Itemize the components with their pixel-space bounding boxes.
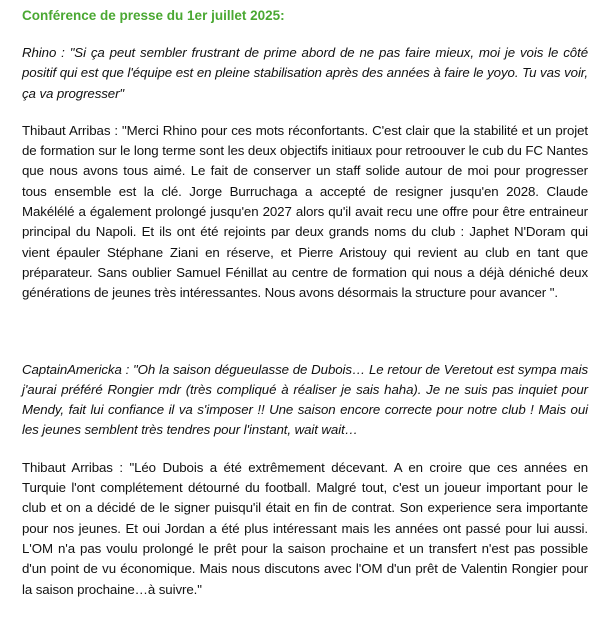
section-spacer xyxy=(22,304,588,360)
document-page xyxy=(22,6,588,600)
paragraph-spacer xyxy=(22,441,588,458)
reply-thibaut-arribas-2: Thibaut Arribas : "Léo Dubois a été extrêmement décevant. A en croire que ces années en Turquie l'ont complétement détourné du football. Malgré tout, c'est un joueur important pour le club et on a décidé de le signer puisqu'il était en fin de contrat. Son experience sera importante pour nos jeunes. Et oui Jordan a été plus intéressant mais les années ont passé pour lui aussi. L'OM n'a pas voulu prolongé le prêt pour la saison prochaine et un transfert n'est pas possible d'un point de vu économique. Mais nous discutons avec l'OM d'un prêt de Valentin Rongier pour la saison prochaine…à suivre." xyxy=(22,459,588,597)
reply-thibaut-arribas-1: Thibaut Arribas : "Merci Rhino pour ces mots réconfortants. C'est clair que la stabilité et un projet de formation sur le long terme sont les deux objectifs initiaux pour retroouver le cub du FC Nantes que nous avons tous aimé. Le fait de conserver un staff solide autour de moi pour progresser tous ensemble est la clé. Jorge Burruchaga a accepté de resigner jusqu'en 2028. Claude Makélélé a également prolongé jusqu'en 2027 alors qu'il avait recu une offre pour être entraineur principal du Napoli. Et ils ont été rejoints par deux grands noms du club : Japhet N'Doram qui vient épauler Stéphane Ziani en réserve, et Pierre Aristouy qui revient au club en tant que préparateur. Sans oublier Samuel Fénillat au centre de formation qui nous a déjà déniché deux générations de jeunes très intéressantes. Nous avons désormais la structure pour avancer ". xyxy=(22,122,588,301)
press-conference-heading: Conférence de presse du 1er juillet 2025: xyxy=(22,8,285,23)
comment-rhino: Rhino : "Si ça peut sembler frustrant de prime abord de ne pas faire mieux, moi je vois le côté positif qui est que l'équipe est en pleine stabilisation après des années à faire le yoyo. Tu vas voir, ça va progresser" xyxy=(22,45,588,101)
paragraph-spacer xyxy=(22,104,588,121)
comment-captainamericka: CaptainAmericka : "Oh la saison dégueulasse de Dubois… Le retour de Veretout est sympa mais j'aurai préféré Rongier mdr (très compliqué à réaliser je sais haha). Je ne suis pas inquiet pour Mendy, fait lui confiance il va s'imposer !! Une saison encore correcte pour notre club ! Mais oui les jeunes semblent très tendres pour l'instant, wait wait… xyxy=(22,361,588,438)
